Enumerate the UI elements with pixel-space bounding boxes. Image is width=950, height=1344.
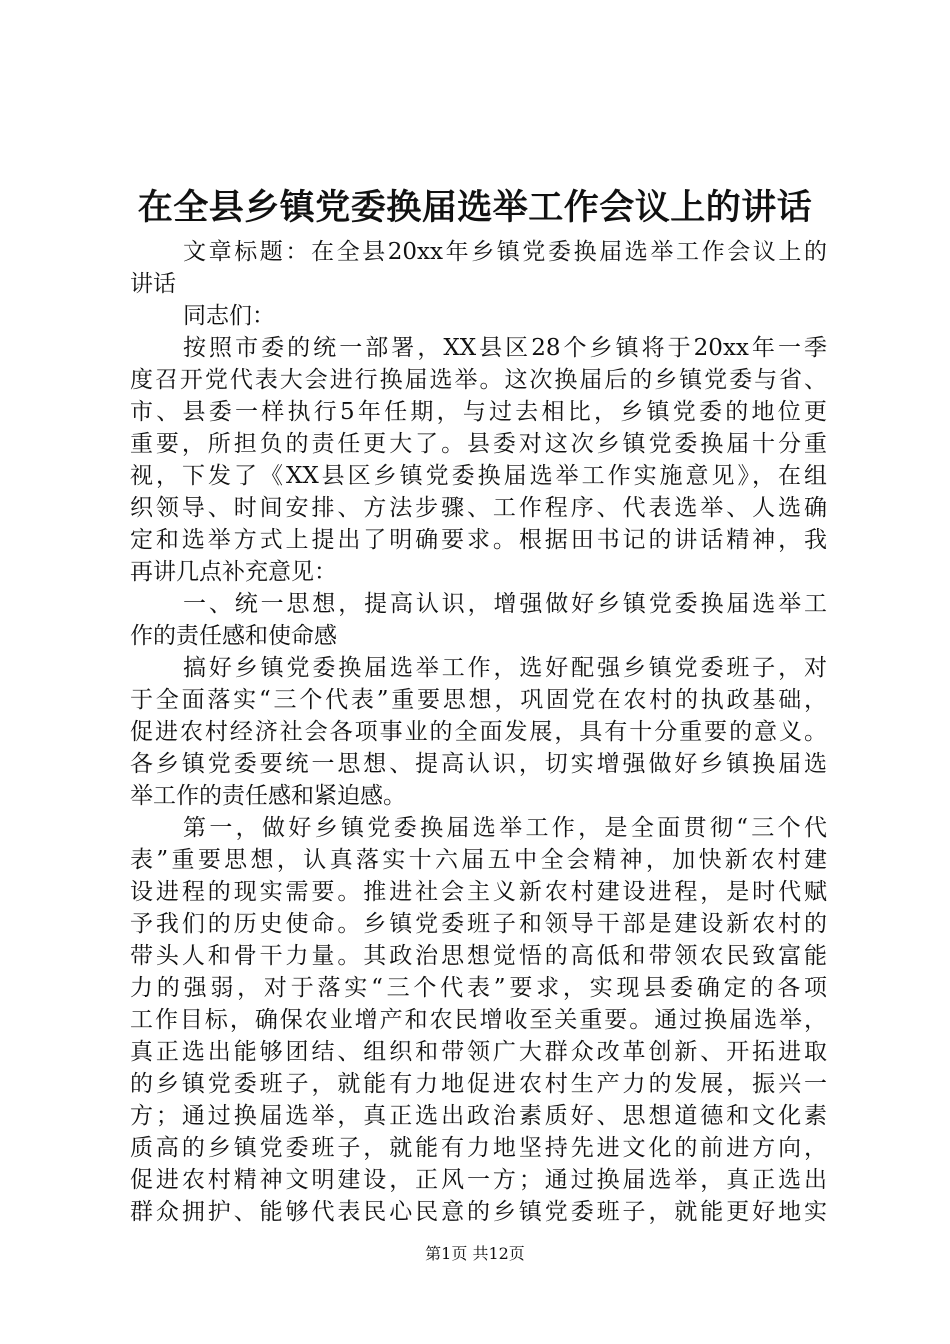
body-line: 设进程的现实需要。推进社会主义新农村建设进程，是时代赋 [130,879,827,905]
body-line: 促进农村经济社会各项事业的全面发展，具有十分重要的意义。 [130,719,827,745]
body-line: 市、县委一样执行5年任期，与过去相比，乡镇党委的地位更 [130,399,827,425]
body-line: 按照市委的统一部署，XX县区28个乡镇将于20xx年一季 [183,335,827,361]
body-line: 第一，做好乡镇党委换届选举工作，是全面贯彻“三个代 [183,815,827,841]
page-footer: 第1页 共12页 [425,1244,525,1263]
body-line: 一、统一思想，提高认识，增强做好乡镇党委换届选举工 [183,591,827,617]
body-line: 举工作的责任感和紧迫感。 [130,783,406,809]
body-line: 同志们： [183,303,275,329]
body-line: 讲话 [130,271,176,297]
body-line: 作的责任感和使命感 [130,623,337,649]
body-line: 各乡镇党委要统一思想、提高认识，切实增强做好乡镇换届选 [130,751,827,777]
body-line: 的乡镇党委班子，就能有力地促进农村生产力的发展，振兴一 [130,1071,827,1097]
document-title: 在全县乡镇党委换届选举工作会议上的讲话 [137,187,813,228]
body-line: 群众拥护、能够代表民心民意的乡镇党委班子，就能更好地实 [130,1199,827,1225]
body-line: 予我们的历史使命。乡镇党委班子和领导干部是建设新农村的 [130,911,827,937]
body-line: 方；通过换届选举，真正选出政治素质好、思想道德和文化素 [130,1103,827,1129]
body-line: 于全面落实“三个代表”重要思想，巩固党在农村的执政基础， [130,687,827,713]
body-line: 文章标题：在全县20xx年乡镇党委换届选举工作会议上的 [183,239,827,265]
body-line: 促进农村精神文明建设，正风一方；通过换届选举，真正选出 [130,1167,827,1193]
body-line: 工作目标，确保农业增产和农民增收至关重要。通过换届选举， [130,1007,827,1033]
body-line: 织领导、时间安排、方法步骤、工作程序、代表选举、人选确 [130,495,827,521]
body-line: 表”重要思想，认真落实十六届五中全会精神，加快新农村建 [130,847,827,873]
body-line: 度召开党代表大会进行换届选举。这次换届后的乡镇党委与省、 [130,367,827,393]
body-line: 搞好乡镇党委换届选举工作，选好配强乡镇党委班子，对 [183,655,827,681]
body-line: 真正选出能够团结、组织和带领广大群众改革创新、开拓进取 [130,1039,827,1065]
body-line: 重要，所担负的责任更大了。县委对这次乡镇党委换届十分重 [130,431,827,457]
body-line: 质高的乡镇党委班子，就能有力地坚持先进文化的前进方向， [130,1135,827,1161]
document-body [130,236,827,1228]
body-line: 再讲几点补充意见： [130,559,337,585]
body-line: 力的强弱，对于落实“三个代表”要求，实现县委确定的各项 [130,975,827,1001]
body-line: 带头人和骨干力量。其政治思想觉悟的高低和带领农民致富能 [130,943,827,969]
body-line: 定和选举方式上提出了明确要求。根据田书记的讲话精神，我 [130,527,827,553]
body-line: 视，下发了《XX县区乡镇党委换届选举工作实施意见》，在组 [130,463,827,489]
